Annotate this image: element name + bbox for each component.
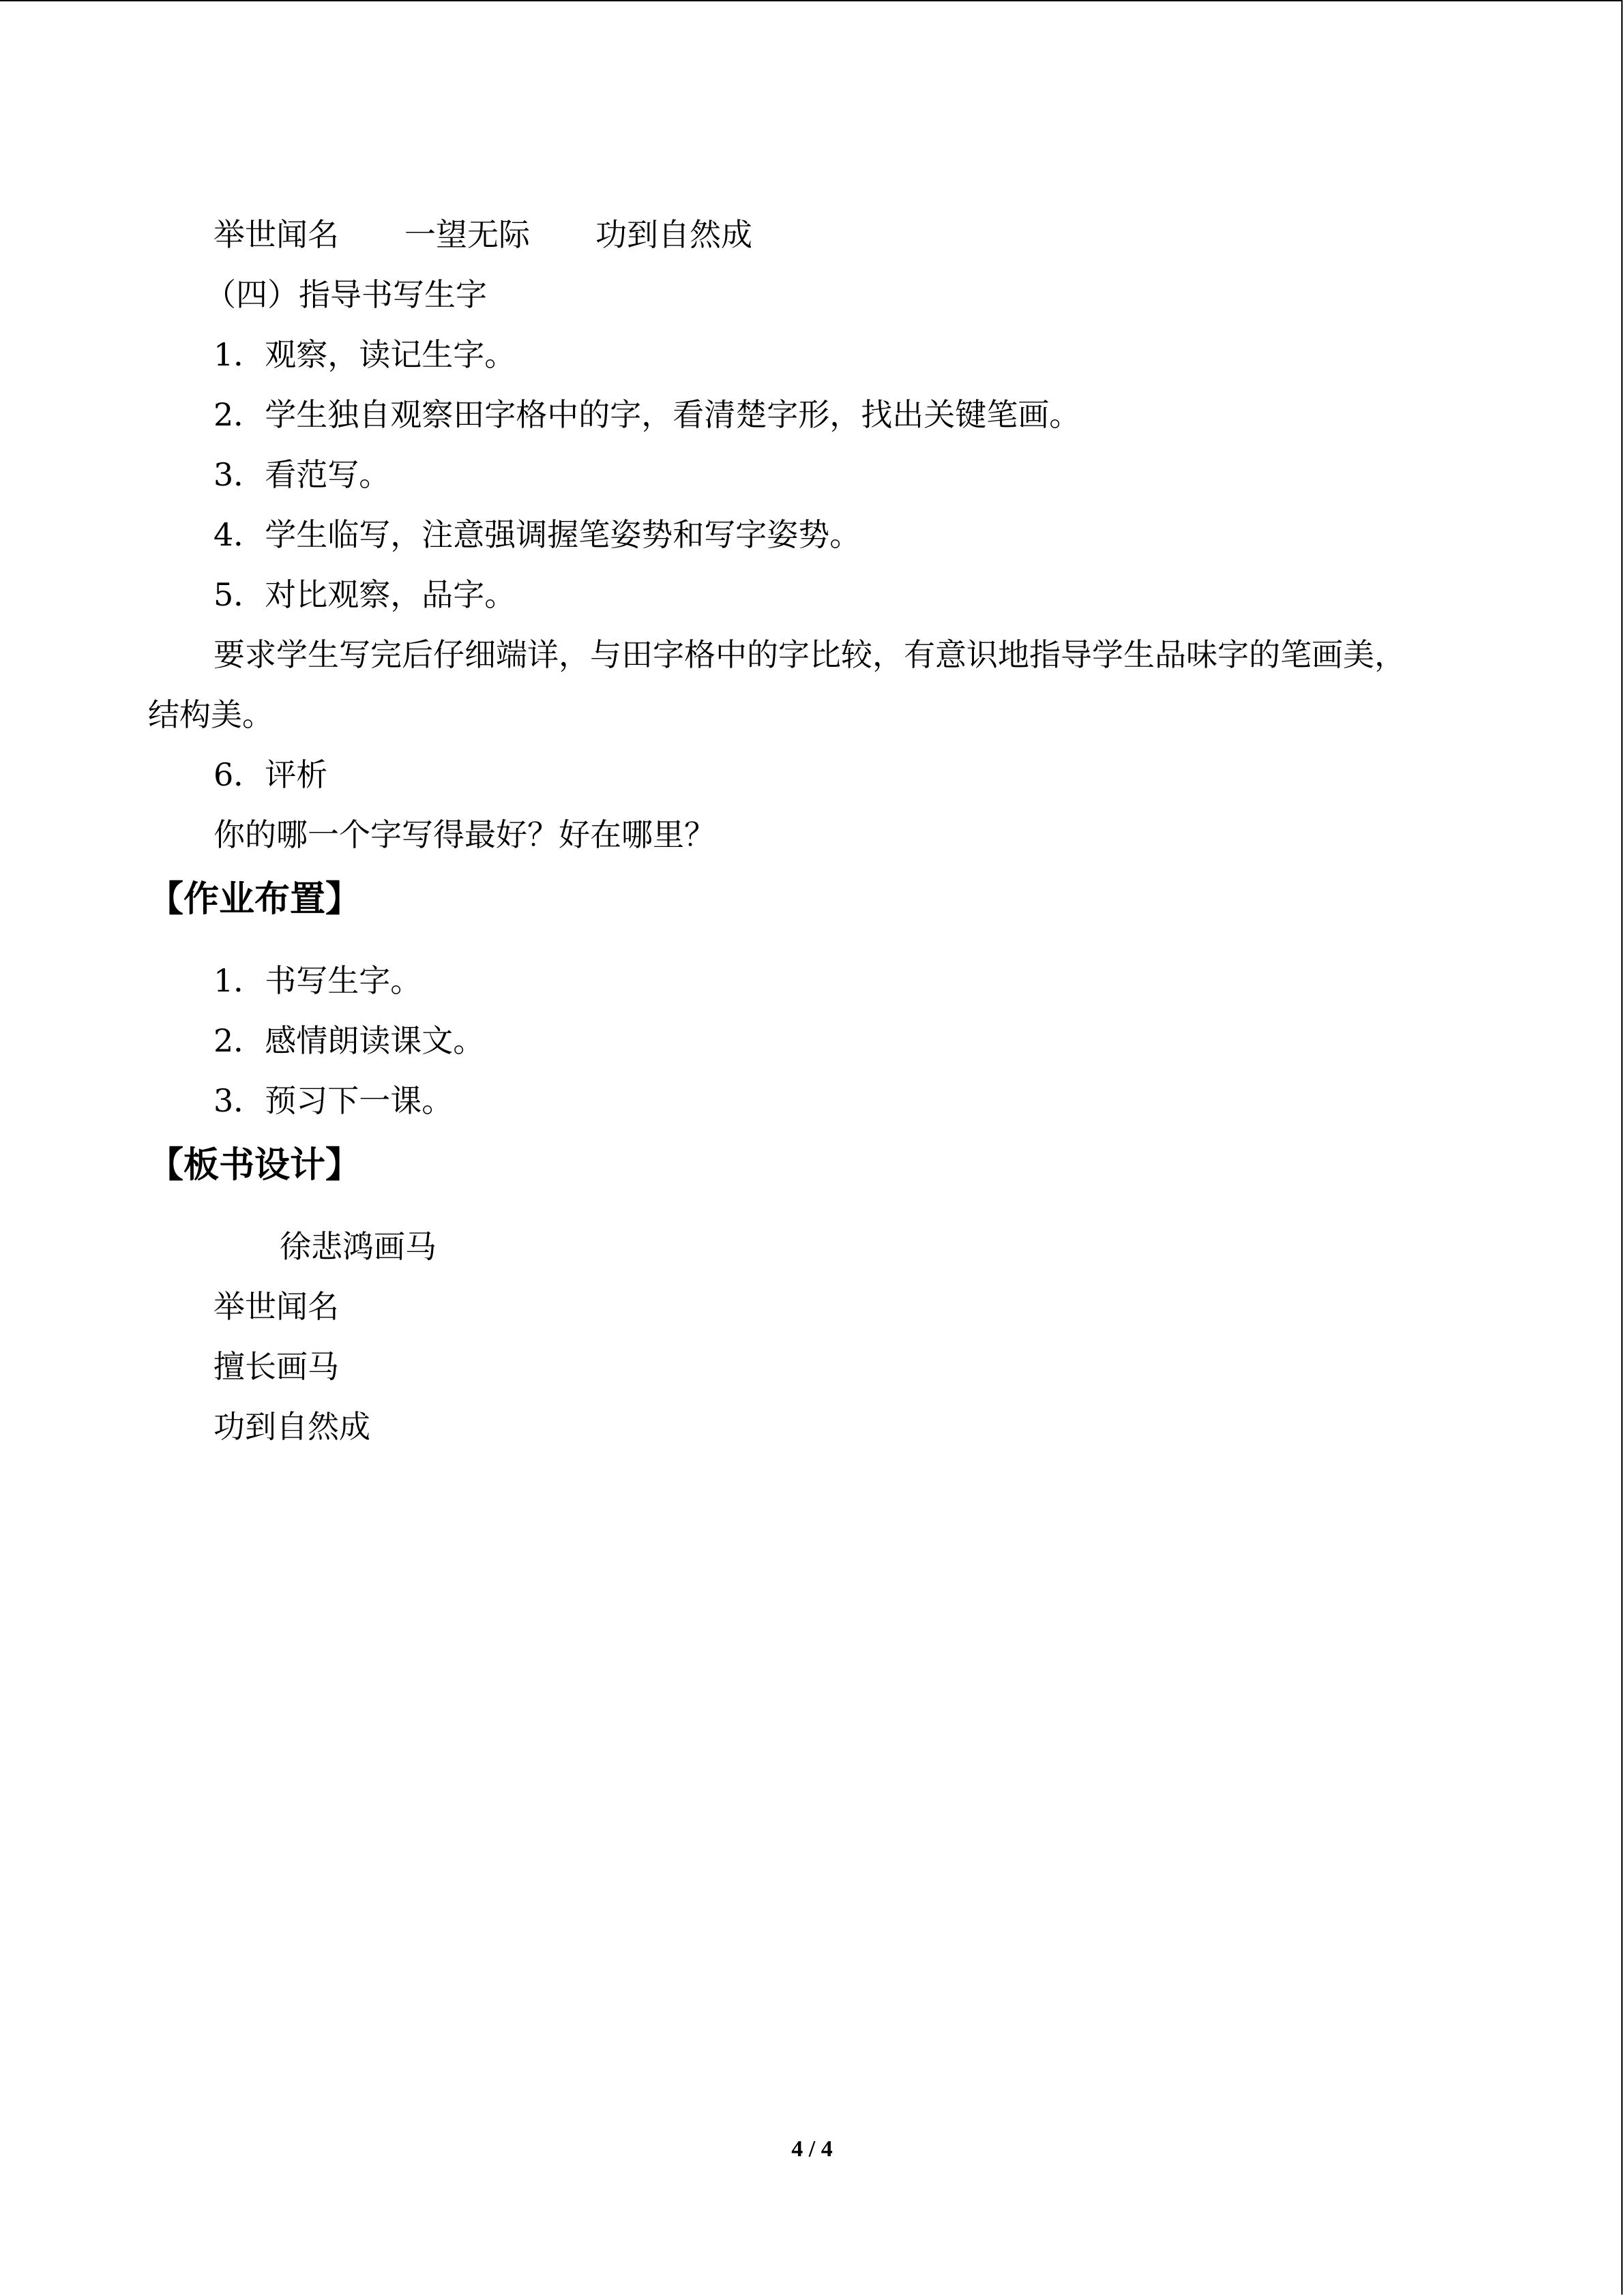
phrase: 举世闻名 [213, 216, 339, 253]
homework-item: 3．预习下一课。 [213, 1082, 454, 1119]
board-line: 擅长画马 [213, 1348, 339, 1385]
board-line: 举世闻名 [213, 1288, 339, 1325]
section-heading: （四）指导书写生字 [205, 276, 487, 313]
board-line: 功到自然成 [213, 1408, 370, 1445]
step-item: 3．看范写。 [213, 456, 391, 493]
homework-heading: 【作业布置】 [148, 879, 361, 920]
step-item: 1．观察，读记生字。 [213, 336, 516, 373]
step-item: 6．评析 [213, 756, 328, 793]
board-heading: 【板书设计】 [148, 1145, 361, 1186]
homework-item: 1．书写生字。 [213, 962, 422, 999]
step-item: 4．学生临写，注意强调握笔姿势和写字姿势。 [213, 516, 861, 553]
phrase-row [213, 214, 752, 255]
paragraph-line: 要求学生写完后仔细端详，与田字格中的字比较，有意识地指导学生品味字的笔画美， [213, 636, 1406, 673]
step-item: 2．学生独自观察田字格中的字，看清楚字形，找出关键笔画。 [213, 396, 1081, 433]
phrase: 功到自然成 [595, 216, 752, 253]
board-title: 徐悲鸿画马 [280, 1228, 437, 1265]
phrase: 一望无际 [404, 216, 530, 253]
page-number: 4 / 4 [791, 2136, 833, 2162]
step-item: 5．对比观察，品字。 [213, 576, 516, 613]
homework-item: 2．感情朗读课文。 [213, 1022, 485, 1059]
paragraph-line: 结构美。 [148, 696, 274, 733]
paragraph-line: 你的哪一个字写得最好？好在哪里？ [213, 816, 715, 853]
